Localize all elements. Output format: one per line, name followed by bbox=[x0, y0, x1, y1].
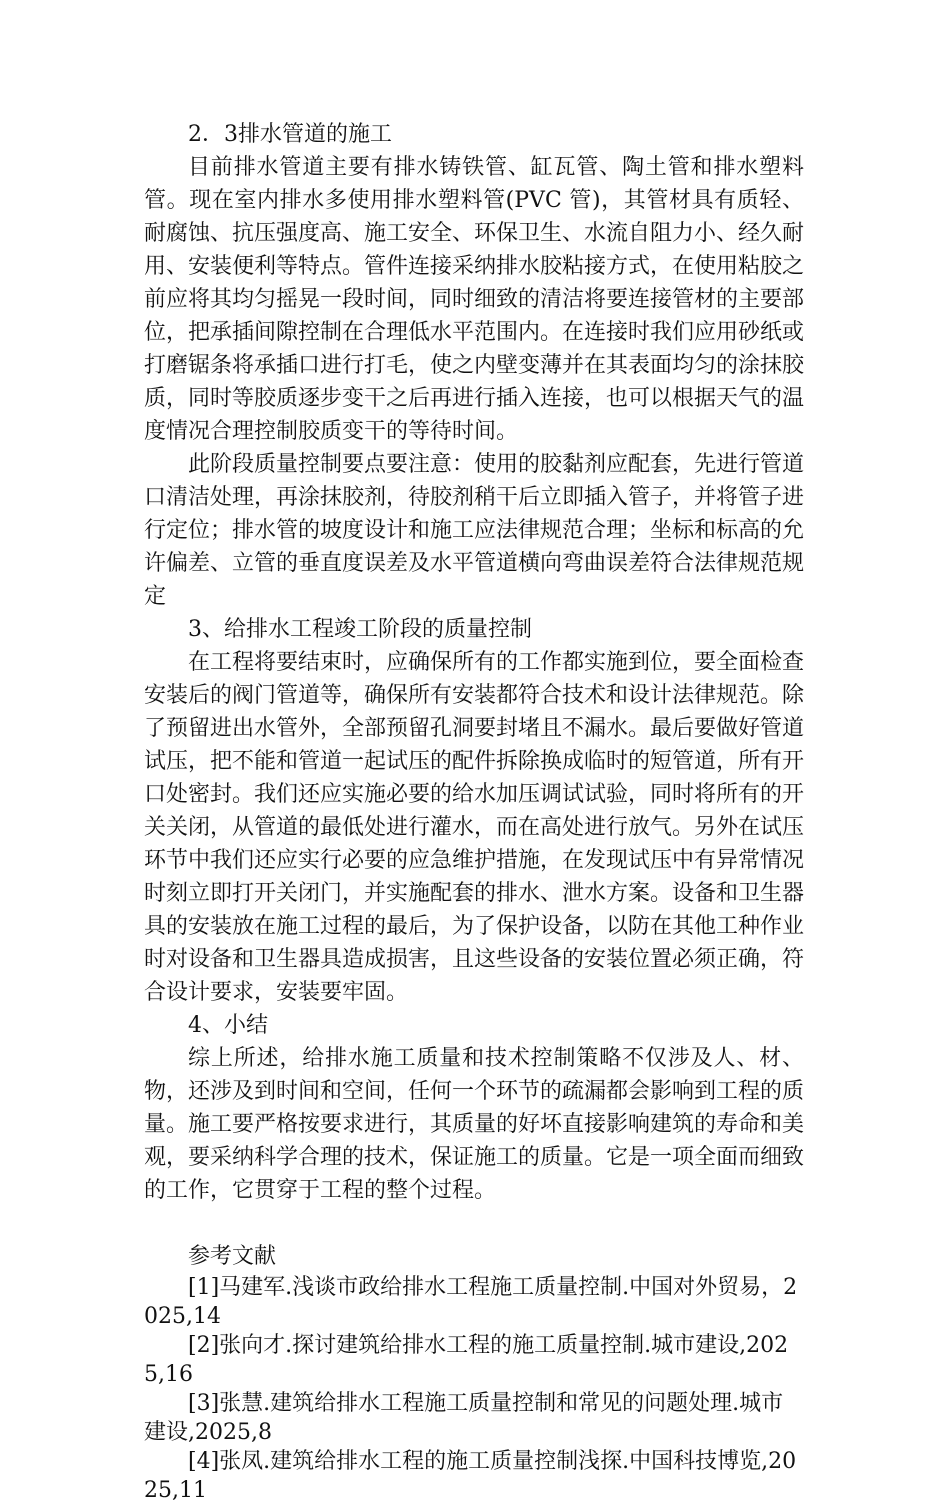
reference-item-4: [4]张凤.建筑给排水工程的施工质量控制浅探.中国科技博览,2025,11 bbox=[144, 1449, 797, 1503]
blank-line bbox=[144, 1207, 804, 1240]
reference-item-2: [2]张向才.探讨建筑给排水工程的施工质量控制.城市建设,2025,16 bbox=[144, 1333, 789, 1387]
section-heading-3: 3、给排水工程竣工阶段的质量控制 bbox=[188, 617, 532, 642]
paragraph-quality-points: 此阶段质量控制要点要注意：使用的胶黏剂应配套，先进行管道口清洁处理，再涂抹胶剂，待胶剂稍干后立即插入管子，并将管子进行定位；排水管的坡度设计和施工应法律规范合理；坐标和标高的允许偏差、立管的垂直度误差及水平管道横向弯曲误差符合法律规范规定 bbox=[144, 452, 805, 609]
paragraph-completion-control: 在工程将要结束时，应确保所有的工作都实施到位，要全面检查安装后的阀门管道等，确保所有安装都符合技术和设计法律规范。除了预留进出水管外，全部预留孔洞要封堵且不漏水。最后要做好管道试压，把不能和管道一起试压的配件拆除换成临时的短管道，所有开口处密封。我们还应实施必要的给水加压调试试验，同时将所有的开关关闭，从管道的最低处进行灌水，而在高处进行放气。另外在试压环节中我们还应实行必要的应急维护措施，在发现试压中有异常情况时刻立即打开关闭门，并实施配套的排水、泄水方案。设备和卫生器具的安装放在施工过程的最后，为了保护设备，以防在其他工种作业时对设备和卫生器具造成损害，且这些设备的安装位置必须正确，符合设计要求，安装要牢固。 bbox=[144, 650, 805, 1005]
references-title: 参考文献 bbox=[188, 1244, 277, 1269]
paragraph-drainage-pipes: 目前排水管道主要有排水铸铁管、缸瓦管、陶土管和排水塑料管。现在室内排水多使用排水塑料管(PVC 管)，其管材具有质轻、耐腐蚀、抗压强度高、施工安全、环保卫生、水流自阻力小、经久耐用、安装便利等特点。管件连接采纳排水胶粘接方式，在使用粘胶之前应将其均匀摇晃一段时间，同时细致的清洁将要连接管材的主要部位，把承插间隙控制在合理低水平范围内。在连接时我们应用砂纸或打磨锯条将承插口进行打毛，使之内壁变薄并在其表面均匀的涂抹胶质，同时等胶质逐步变干之后再进行插入连接，也可以根据天气的温度情况合理控制胶质变干的等待时间。 bbox=[144, 155, 805, 444]
reference-item-3: [3]张慧.建筑给排水工程施工质量控制和常见的问题处理.城市建设,2025,8 bbox=[144, 1391, 784, 1445]
reference-item-1: [1]马建军.浅谈市政给排水工程施工质量控制.中国对外贸易，2025,14 bbox=[144, 1275, 798, 1329]
paragraph-summary: 综上所述，给排水施工质量和技术控制策略不仅涉及人、材、物，还涉及到时间和空间，任何一个环节的疏漏都会影响到工程的质量。施工要严格按要求进行，其质量的好坏直接影响建筑的寿命和美观，要采纳科学合理的技术，保证施工的质量。它是一项全面而细致的工作，它贯穿于工程的整个过程。 bbox=[144, 1046, 805, 1203]
section-heading-2-3: 2．3排水管道的施工 bbox=[188, 122, 392, 147]
document-body bbox=[144, 118, 804, 1505]
section-heading-4: 4、小结 bbox=[188, 1013, 268, 1038]
